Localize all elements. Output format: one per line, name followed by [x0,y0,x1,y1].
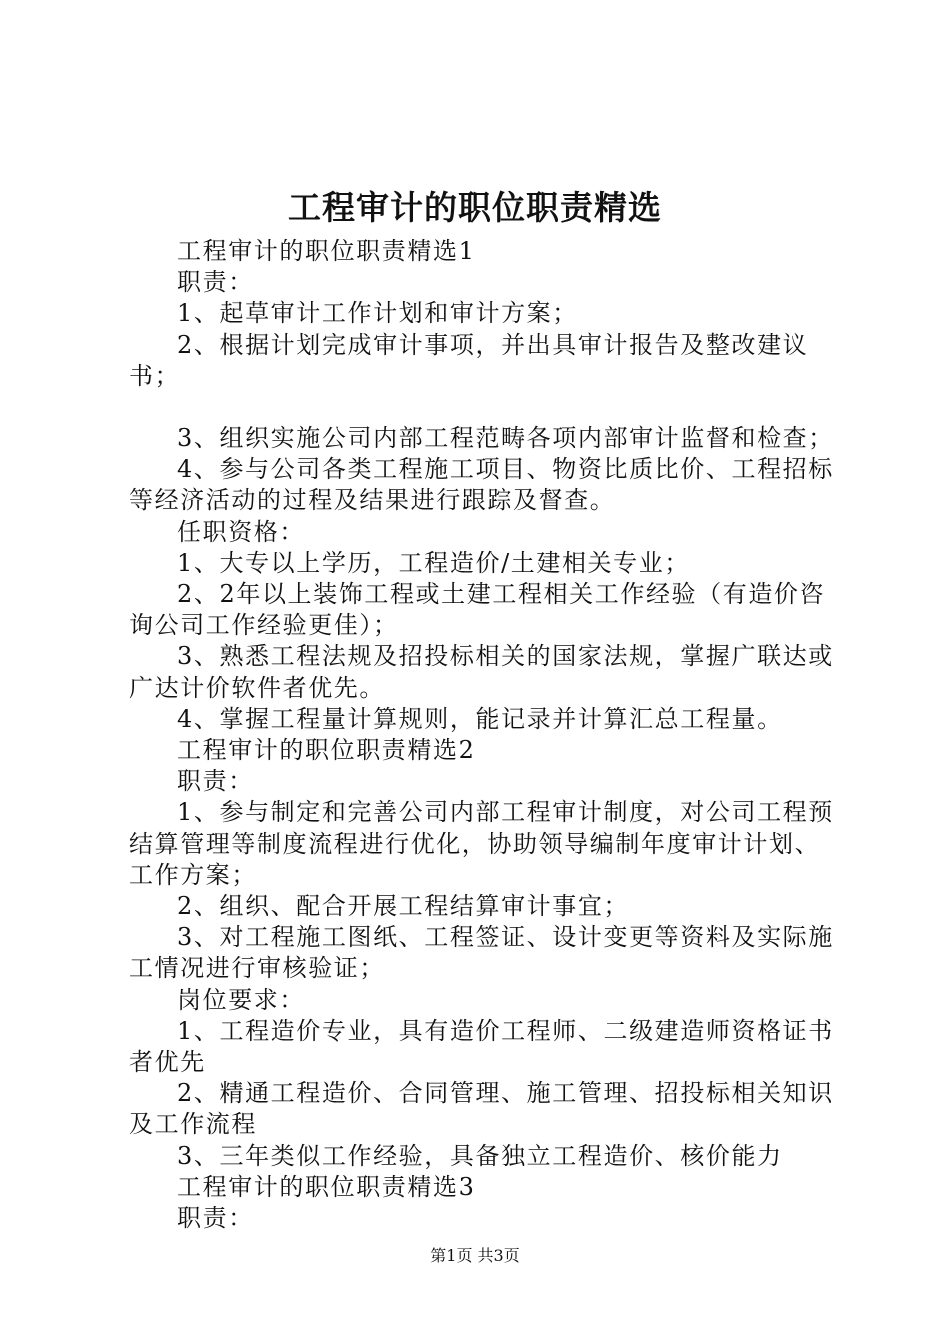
section-heading-1: 工程审计的职位职责精选1 [177,237,476,265]
page-number-footer: 第1页 共3页 [430,1246,520,1265]
list-item: 1、工程造价专业，具有造价工程师、二级建造师资格证书者优先 [129,1016,834,1077]
document-body [129,236,835,1234]
section-heading-3: 工程审计的职位职责精选3 [177,1172,476,1201]
requirements-label: 岗位要求： [177,985,305,1014]
list-item: 2、根据计划完成审计事项，并出具审计报告及整改建议书； [129,330,809,390]
qualifications-label: 任职资格： [177,517,305,546]
section-heading-2: 工程审计的职位职责精选2 [177,736,476,765]
list-item: 4、参与公司各类工程施工项目、物资比质比价、工程招标等经济活动的过程及结果进行跟踪及督查。 [129,455,834,515]
list-item: 1、参与制定和完善公司内部工程审计制度，对公司工程预结算管理等制度流程进行优化，协助领导编制年度审计计划、工作方案； [129,798,834,889]
list-item: 3、熟悉工程法规及招投标相关的国家法规，掌握广联达或广达计价软件者优先。 [129,642,834,702]
list-item: 3、组织实施公司内部工程范畴各项内部审计监督和检查； [177,424,834,453]
duties-label: 职责： [177,1204,254,1233]
list-item: 3、对工程施工图纸、工程签证、设计变更等资料及实际施工情况进行审核验证； [129,923,834,983]
duties-label: 职责： [177,268,254,297]
list-item: 2、2年以上装饰工程或土建工程相关工作经验（有造价咨询公司工作经验更佳）； [129,580,826,640]
list-item: 2、组织、配合开展工程结算审计事宜； [177,892,630,921]
list-item: 1、大专以上学历，工程造价/土建相关专业； [177,548,690,577]
list-item: 2、精通工程造价、合同管理、施工管理、招投标相关知识及工作流程 [129,1079,834,1139]
list-item: 4、掌握工程量计算规则，能记录并计算汇总工程量。 [177,704,783,733]
list-item: 3、三年类似工作经验，具备独立工程造价、核价能力 [177,1141,783,1170]
list-item: 1、起草审计工作计划和审计方案； [177,299,578,328]
duties-label: 职责： [177,767,254,796]
document-title: 工程审计的职位职责精选 [288,188,662,227]
